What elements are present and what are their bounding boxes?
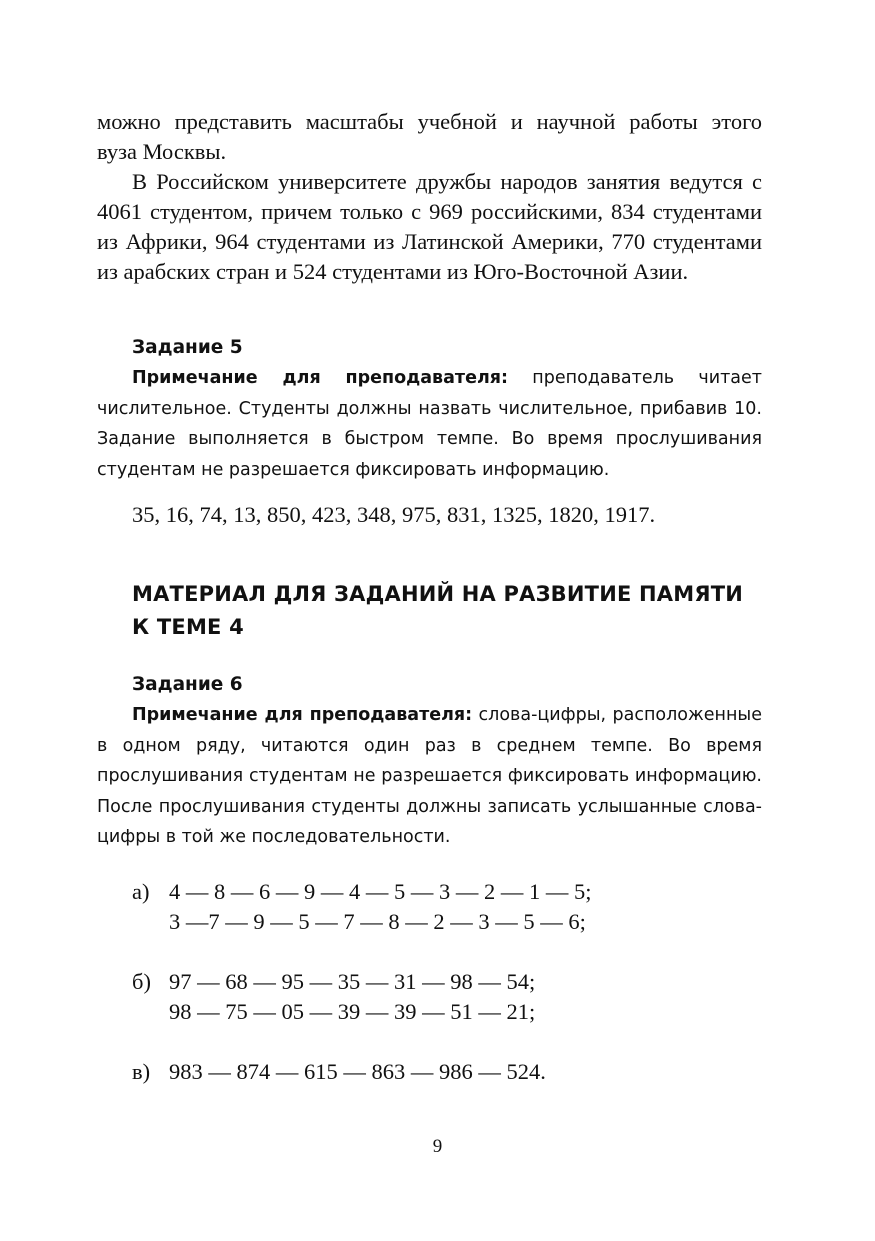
intro-line-1: можно представить масштабы учебной и научной работы этого bbox=[97, 109, 762, 134]
task-6-note bbox=[97, 700, 762, 853]
sequence-c-line-1: 983 — 874 — 615 — 863 — 986 — 524. bbox=[169, 1058, 546, 1084]
sequence-a-line-2: 3 —7 — 9 — 5 — 7 — 8 — 2 — 3 — 5 — 6; bbox=[169, 908, 586, 934]
sequence-b-line-2: 98 — 75 — 05 — 39 — 39 — 51 — 21; bbox=[169, 998, 536, 1024]
intro-paragraph-2: В Российском университете дружбы народов занятия ведутся с 4061 студентом, причем только с 969 российскими, 834 студентами из Африки, 964 студентами из Латинской Америки, 770 студентами из арабских стран и 524 студентами из Юго-Восточной Азии. bbox=[97, 169, 762, 284]
sequence-c-label: в) bbox=[132, 1058, 151, 1084]
section-title-line-1: МАТЕРИАЛ ДЛЯ ЗАДАНИЙ НА РАЗВИТИЕ ПАМЯТИ bbox=[132, 582, 744, 606]
sequence-b-label: б) bbox=[132, 968, 151, 994]
task-5-numbers: 35, 16, 74, 13, 850, 423, 348, 975, 831, 1325, 1820, 1917. bbox=[132, 502, 656, 527]
task-5-note-text: преподаватель читает числительное. Студенты должны назвать числительное, прибавив 10. Задание выполняется в быстром темпе. Во время прослушивания студентам не разрешается фиксировать информацию. bbox=[97, 368, 762, 480]
intro-paragraph-1 bbox=[97, 107, 762, 137]
page-number: 9 bbox=[432, 1136, 443, 1157]
task-6-note-label: Примечание для преподавателя: bbox=[132, 705, 473, 725]
sequence-a bbox=[97, 877, 762, 937]
sequence-a-label: а) bbox=[132, 878, 150, 904]
section-title-line-2: К ТЕМЕ 4 bbox=[132, 615, 244, 639]
task-6-title: Задание 6 bbox=[132, 674, 243, 695]
task-5-note bbox=[97, 363, 762, 485]
sequence-c bbox=[97, 1057, 762, 1087]
task-6-note-text: слова-цифры, расположенные в одном ряду, читаются один раз в среднем темпе. Во время прослушивания студентам не разрешается фиксировать информацию. После прослушивания студенты должны записать услышанные слова-цифры в той же последовательности. bbox=[97, 705, 762, 847]
page-content bbox=[97, 107, 762, 1087]
sequence-a-line-1: 4 — 8 — 6 — 9 — 4 — 5 — 3 — 2 — 1 — 5; bbox=[169, 878, 592, 904]
sequence-b bbox=[97, 967, 762, 1027]
task-5-note-label: Примечание для преподавателя: bbox=[132, 368, 508, 388]
task-5-title: Задание 5 bbox=[132, 337, 243, 358]
sequence-b-line-1: 97 — 68 — 95 — 35 — 31 — 98 — 54; bbox=[169, 968, 536, 994]
intro-paragraph-1-end: вуза Москвы. bbox=[97, 139, 227, 164]
section-title bbox=[97, 578, 762, 644]
